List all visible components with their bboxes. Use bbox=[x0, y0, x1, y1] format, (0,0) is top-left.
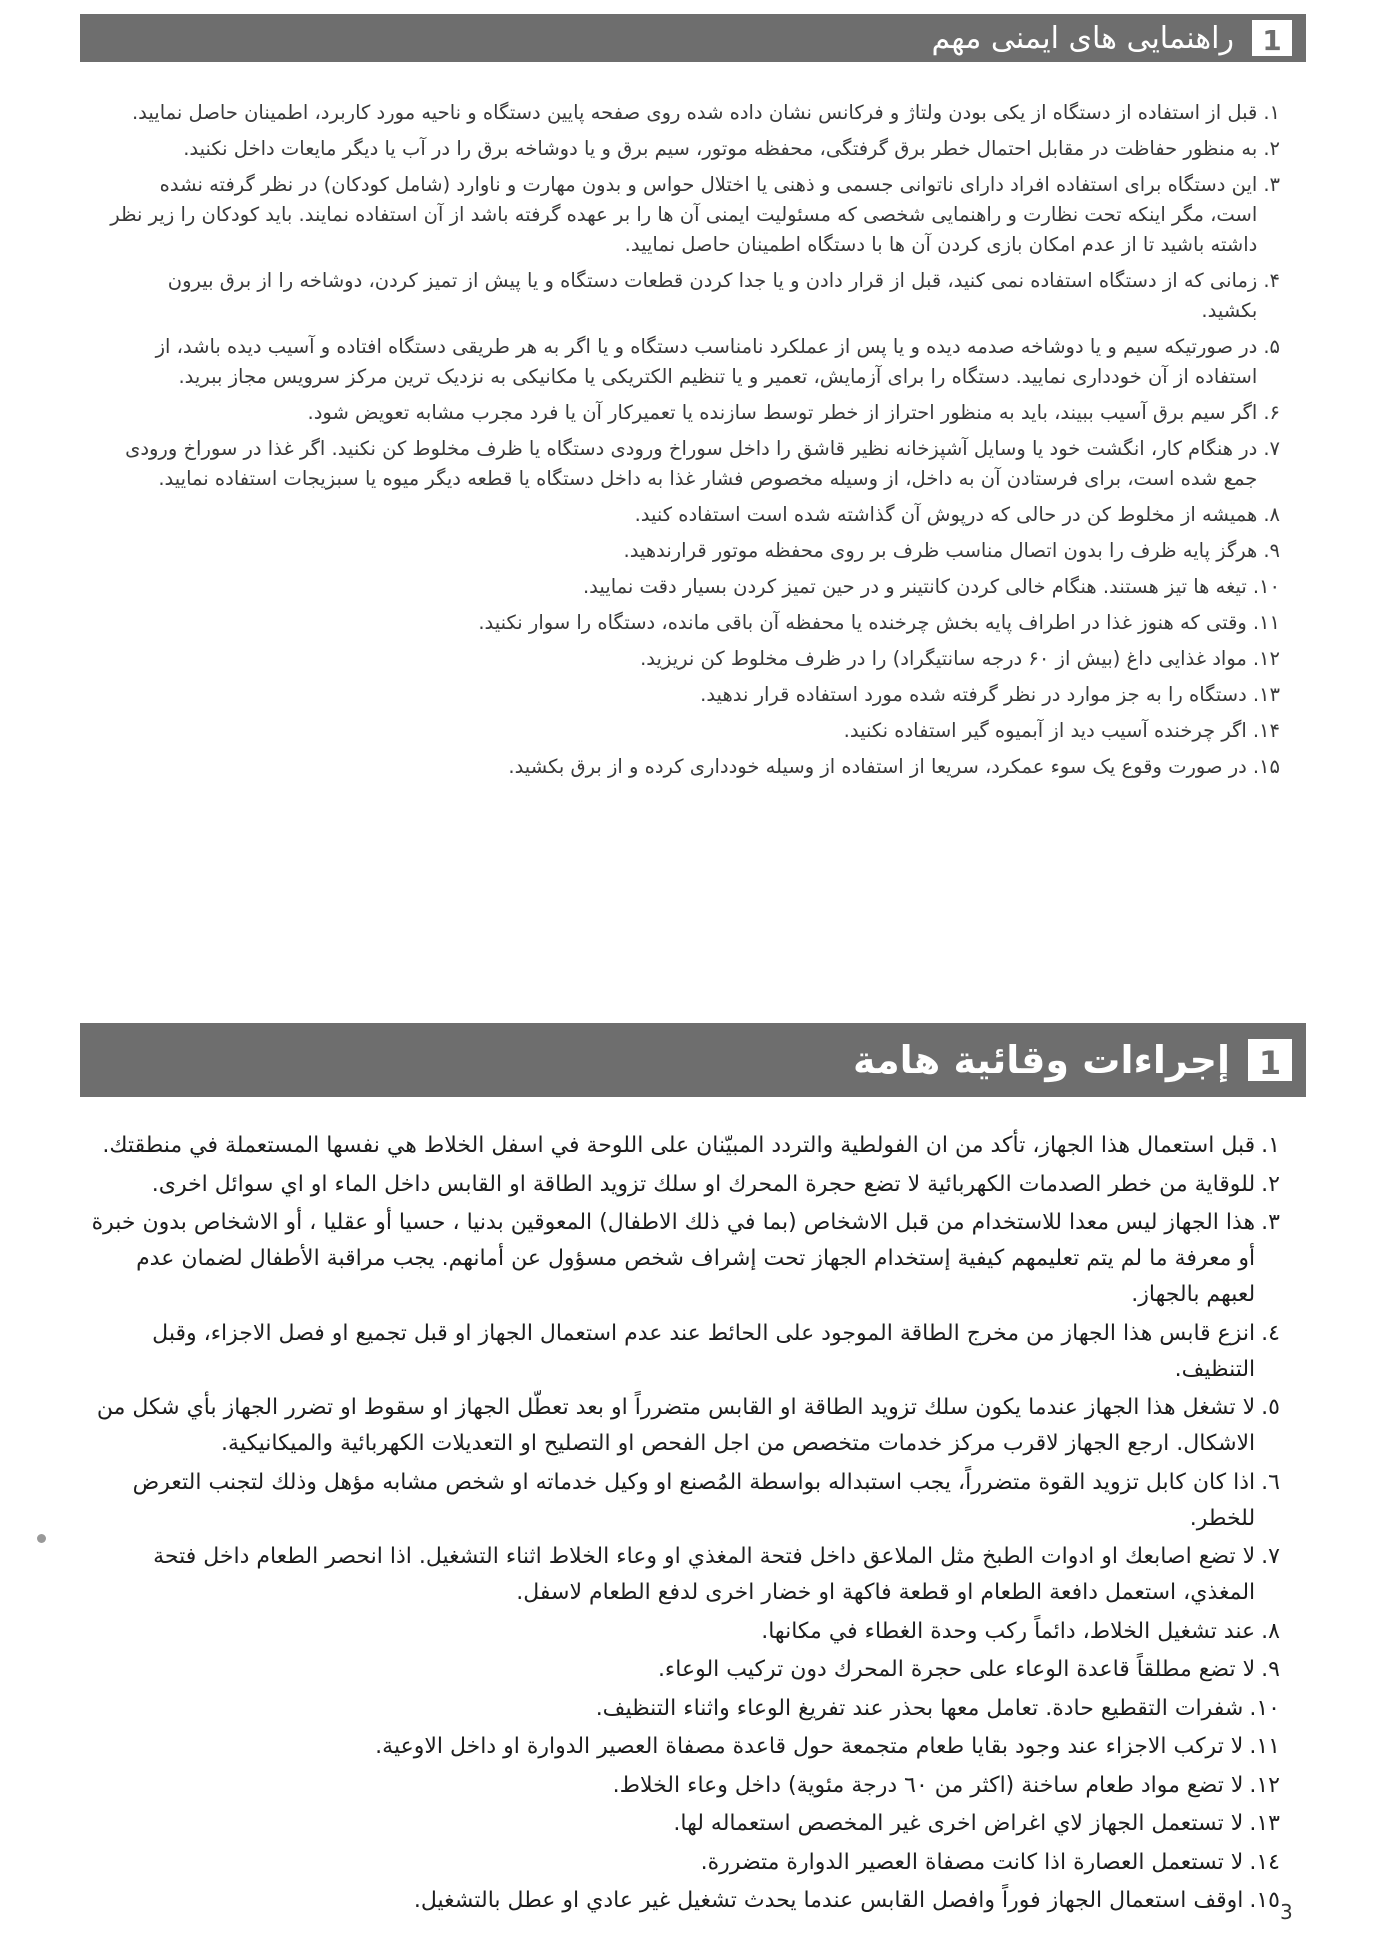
list-item bbox=[110, 608, 1280, 638]
item-number: ٤. bbox=[1261, 1320, 1280, 1346]
list-item bbox=[110, 716, 1280, 746]
item-text: اگر سیم برق آسیب ببیند، باید به منظور احتراز از خطر توسط سازنده یا تعمیرکار آن یا فرد مجرب مشابه تعویض شود. bbox=[307, 401, 1258, 424]
item-text: لا تشغل هذا الجهاز عندما يكون سلك تزويد الطاقة او القابس متضرراً او بعد تعطّل الجهاز او سقوط او تضرر الجهاز بأي شكل من الاشكال. ارجع الجهاز لاقرب مركز خدمات متخصص من اجل الفحص او التصليح او التعديلات الكهربائية والميكانيكية. bbox=[96, 1395, 1256, 1456]
persian-section-title: راهنمایی های ایمنی مهم bbox=[931, 20, 1234, 56]
list-item bbox=[110, 572, 1280, 602]
item-text: لا تضع اصابعك او ادوات الطبخ مثل الملاعق داخل فتحة المغذي او وعاء الخلاط اثناء التشغيل. اذا انحصر الطعام داخل فتحة المغذي، استعمل دافعة الطعام او قطعة فاكهة او خضار اخرى لدفع الطعام لاسفل. bbox=[153, 1544, 1256, 1605]
list-item bbox=[90, 1390, 1280, 1462]
item-number: ٨. bbox=[1261, 1618, 1280, 1644]
item-text: همیشه از مخلوط کن در حالی که درپوش آن گذاشته شده است استفاده کنید. bbox=[634, 503, 1258, 526]
list-item bbox=[90, 1845, 1280, 1881]
item-number: ۴. bbox=[1263, 269, 1280, 292]
item-number: ١٤. bbox=[1249, 1849, 1280, 1875]
item-text: انزع قابس هذا الجهاز من مخرج الطاقة الموجود على الحائط عند عدم استعمال الجهاز او قبل تجميع او فصل الاجزاء، وقبل التنظيف. bbox=[152, 1320, 1256, 1382]
list-item bbox=[110, 332, 1280, 392]
item-number: ۱۲. bbox=[1252, 647, 1280, 670]
item-text: لا تركب الاجزاء عند وجود بقايا طعام متجمعة حول قاعدة مصفاة العصير الدوارة او داخل الاوعية. bbox=[375, 1734, 1244, 1759]
item-text: لا تضع مطلقاً قاعدة الوعاء على حجرة المحرك دون تركيب الوعاء. bbox=[657, 1657, 1256, 1682]
list-item bbox=[110, 134, 1280, 164]
list-item bbox=[110, 752, 1280, 782]
list-item bbox=[110, 98, 1280, 128]
item-text: اذا كان كابل تزويد القوة متضرراً، يجب استبداله بواسطة المُصنع او وكيل خدماته او شخص مشابه مؤهل وذلك لتجنب التعرض للخطر. bbox=[132, 1469, 1256, 1531]
item-text: شفرات التقطيع حادة. تعامل معها بحذر عند تفريغ الوعاء واثناء التنظيف. bbox=[595, 1695, 1244, 1721]
list-item bbox=[110, 266, 1280, 326]
item-text: قبل استعمال هذا الجهاز، تأكد من ان الفولطية والتردد المبيّنان على اللوحة في اسفل الخلاط هي نفسها المستعملة في منطقتك. bbox=[102, 1133, 1256, 1158]
item-text: به منظور حفاظت در مقابل احتمال خطر برق گرفتگی، محفظه موتور، سیم برق و یا دوشاخه برق را در آب یا دیگر مایعات داخل نکنید. bbox=[183, 137, 1258, 160]
list-item bbox=[90, 1729, 1280, 1765]
list-item bbox=[90, 1128, 1280, 1164]
item-number: ۱۳. bbox=[1252, 683, 1280, 706]
item-text: در صورتیکه سیم و یا دوشاخه صدمه دیده و یا پس از عملکرد نامناسب دستگاه و یا اگر به هر طریقی دستگاه افتاده و آسیب دیده باشد، از استفاده از آن خودداری نمایید. دستگاه را برای آزمایش، تعمیر و یا تنظیم الکتریکی یا مکانیکی به نزدیک ترین مرکز سرویس مجاز ببرید. bbox=[155, 335, 1258, 388]
item-number: ۱۱. bbox=[1252, 611, 1280, 634]
item-number: ۸. bbox=[1263, 503, 1280, 526]
list-item bbox=[90, 1806, 1280, 1842]
item-text: عند تشغيل الخلاط، دائماً ركب وحدة الغطاء في مكانها. bbox=[761, 1618, 1256, 1644]
arabic-section-header bbox=[80, 1023, 1306, 1097]
scan-dot bbox=[37, 1534, 46, 1543]
persian-safety-list bbox=[110, 98, 1280, 788]
item-number: ٦. bbox=[1261, 1469, 1280, 1495]
section-number-badge: 1 bbox=[1248, 1039, 1292, 1081]
page-number: 3 bbox=[1280, 1900, 1293, 1924]
list-item bbox=[90, 1883, 1280, 1919]
item-number: ۶. bbox=[1263, 401, 1280, 424]
item-text: تیغه ها تیز هستند. هنگام خالی کردن کانتینر و در حین تمیز کردن بسیار دقت نمایید. bbox=[582, 575, 1247, 598]
item-number: ۵. bbox=[1263, 335, 1280, 358]
persian-section-header bbox=[80, 14, 1306, 62]
list-item bbox=[90, 1768, 1280, 1804]
list-item bbox=[90, 1465, 1280, 1537]
item-text: هرگز پایه ظرف را بدون اتصال مناسب ظرف بر روی محفظه موتور قرارندهید. bbox=[623, 539, 1258, 562]
item-text: زمانی که از دستگاه استفاده نمی کنید، قبل از قرار دادن و یا جدا کردن قطعات دستگاه و یا پیش از تمیز کردن، دوشاخه را از برق بیرون بکشید. bbox=[167, 269, 1258, 322]
item-number: ۲. bbox=[1263, 137, 1280, 160]
item-number: ۹. bbox=[1263, 539, 1280, 562]
list-item bbox=[110, 434, 1280, 494]
item-text: در صورت وقوع یک سوء عمکرد، سریعا از استفاده از وسیله خودداری کرده و از برق بکشید. bbox=[508, 755, 1247, 778]
list-item bbox=[110, 680, 1280, 710]
list-item bbox=[110, 500, 1280, 530]
list-item bbox=[90, 1539, 1280, 1611]
item-number: ٩. bbox=[1261, 1657, 1280, 1682]
item-number: ۱. bbox=[1263, 101, 1280, 124]
section-number-badge: 1 bbox=[1252, 20, 1292, 56]
item-number: ٥. bbox=[1261, 1395, 1280, 1420]
item-number: ١١. bbox=[1249, 1734, 1280, 1759]
list-item bbox=[90, 1316, 1280, 1388]
list-item bbox=[90, 1614, 1280, 1650]
list-item bbox=[90, 1205, 1280, 1313]
arabic-safety-list bbox=[90, 1128, 1280, 1922]
item-text: اوقف استعمال الجهاز فوراً وافصل القابس عندما يحدث تشغيل غير عادي او عطل بالتشغيل. bbox=[413, 1888, 1244, 1913]
item-number: ١٠. bbox=[1249, 1695, 1280, 1721]
item-text: قبل از استفاده از دستگاه از یکی بودن ولتاژ و فرکانس نشان داده شده روی صفحه پایین دستگاه و ناحیه مورد کاربرد، اطمینان حاصل نمایید. bbox=[131, 101, 1258, 124]
list-item bbox=[110, 536, 1280, 566]
item-number: ۱۵. bbox=[1252, 755, 1280, 778]
item-text: هذا الجهاز ليس معدا للاستخدام من قبل الاشخاص (بما في ذلك الاطفال) المعوقين بدنيا ، حسيا أو عقليا ، أو الاشخاص بدون خبرة أو معرفة ما لم يتم تعليمهم كيفية إستخدام الجهاز تحت إشراف شخص مسؤول عن أمانهم. يجب مراقبة الأطفال لضمان عدم لعبهم بالجهاز. bbox=[91, 1210, 1256, 1307]
item-text: وقتی که هنوز غذا در اطراف پایه بخش چرخنده یا محفظه آن باقی مانده، دستگاه را سوار نکنید. bbox=[478, 611, 1247, 634]
list-item bbox=[90, 1652, 1280, 1688]
list-item bbox=[110, 398, 1280, 428]
item-number: ۷. bbox=[1263, 437, 1280, 460]
arabic-section-title: إجراءات وقائية هامة bbox=[853, 1038, 1230, 1082]
list-item bbox=[110, 170, 1280, 260]
list-item bbox=[110, 644, 1280, 674]
item-number: ١٥. bbox=[1249, 1888, 1280, 1913]
item-text: این دستگاه برای استفاده افراد دارای ناتوانی جسمی و ذهنی یا اختلال حواس و بدون مهارت و ناوارد (شامل کودکان) در نظر گرفته نشده است، مگر اینکه تحت نظارت و راهنمایی شخصی که مسئولیت ایمنی آن ها را بر عهده گرفته باشد از آن استفاده نمایند. باید کودکان را زیر نظر داشته باشید تا از عدم امکان بازی کردن آن ها با دستگاه اطمینان حاصل نمایید. bbox=[110, 173, 1258, 256]
item-number: ١. bbox=[1261, 1133, 1280, 1158]
item-number: ١٢. bbox=[1249, 1772, 1280, 1798]
list-item bbox=[90, 1691, 1280, 1727]
item-text: اگر چرخنده آسیب دید از آبمیوه گیر استفاده نکنید. bbox=[843, 719, 1247, 742]
list-item bbox=[90, 1167, 1280, 1203]
item-number: ٢. bbox=[1261, 1171, 1280, 1197]
item-text: للوقاية من خطر الصدمات الكهربائية لا تضع حجرة المحرك او سلك تزويد الطاقة او القابس داخل الماء او اي سوائل اخرى. bbox=[151, 1171, 1256, 1197]
item-text: لا تضع مواد طعام ساخنة (اكثر من ٦٠ درجة مئوية) داخل وعاء الخلاط. bbox=[612, 1772, 1244, 1798]
item-number: ۳. bbox=[1263, 173, 1280, 196]
item-number: ٧. bbox=[1261, 1544, 1280, 1569]
item-number: ۱۴. bbox=[1252, 719, 1280, 742]
item-text: در هنگام کار، انگشت خود یا وسایل آشپزخانه نظیر قاشق را داخل سوراخ ورودی دستگاه یا ظرف مخلوط کن نکنید. اگر غذا در سوراخ ورودی جمع شده است، برای فرستادن آن به داخل، از وسیله مخصوص فشار غذا به داخل دستگاه یا قطعه دیگر میوه یا سبزیجات استفاده نمایید. bbox=[125, 437, 1258, 490]
item-text: لا تستعمل العصارة اذا كانت مصفاة العصير الدوارة متضررة. bbox=[700, 1849, 1244, 1875]
item-text: مواد غذایی داغ (بیش از ۶۰ درجه سانتیگراد) را در ظرف مخلوط کن نریزید. bbox=[640, 647, 1247, 670]
item-text: دستگاه را به جز موارد در نظر گرفته شده مورد استفاده قرار ندهید. bbox=[700, 683, 1247, 706]
item-number: ١٣. bbox=[1249, 1811, 1280, 1836]
item-number: ٣. bbox=[1261, 1210, 1280, 1235]
item-number: ۱۰. bbox=[1252, 575, 1280, 598]
item-text: لا تستعمل الجهاز لاي اغراض اخرى غير المخصص استعماله لها. bbox=[673, 1811, 1244, 1836]
